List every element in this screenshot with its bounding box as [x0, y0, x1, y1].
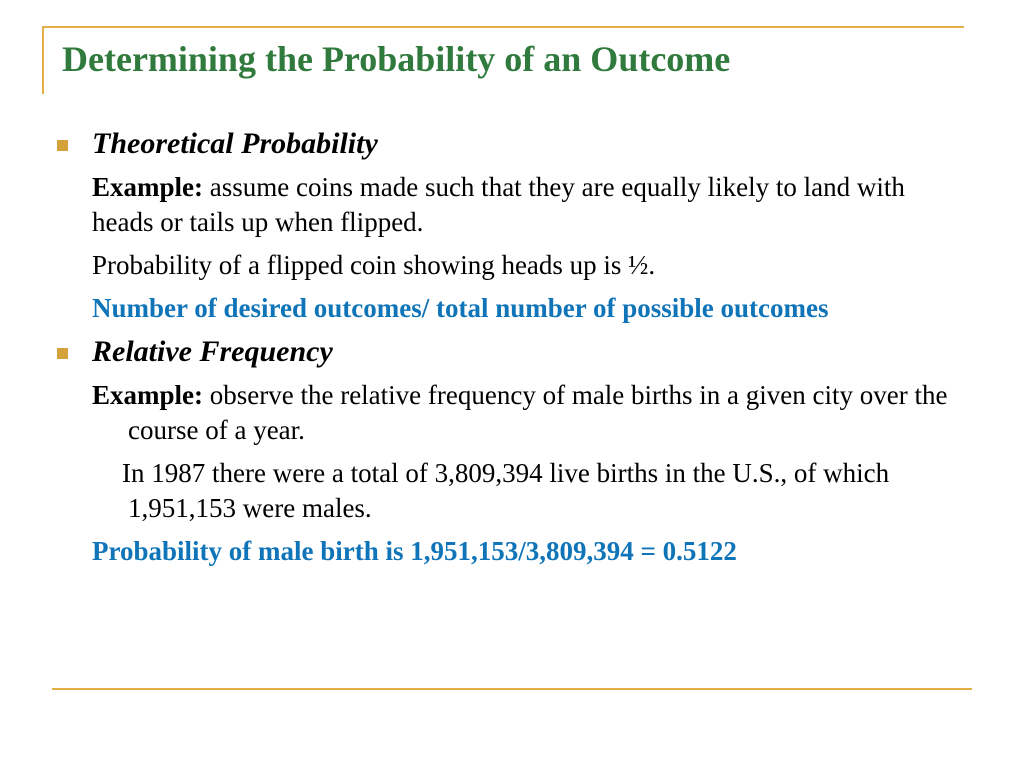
bottom-rule: [52, 688, 972, 690]
example-text: assume coins made such that they are equally likely to land with heads or tails up when flipped.: [92, 172, 905, 237]
example-label: Example:: [92, 380, 203, 410]
square-bullet-icon: [57, 348, 68, 359]
bullet-relative-frequency: [52, 334, 952, 370]
statement-paragraph: In 1987 there were a total of 3,809,394 live births in the U.S., of which 1,951,153 were males.: [122, 458, 890, 523]
example-text: observe the relative frequency of male births in a given city over the course of a year.: [128, 380, 948, 445]
example-label: Example:: [92, 172, 203, 202]
bullet-theoretical-probability: [52, 126, 952, 162]
slide-title: Determining the Probability of an Outcome: [62, 39, 731, 79]
slide-content: [52, 126, 952, 577]
highlight-paragraph: Probability of male birth is 1,951,153/3,809,394 = 0.5122: [92, 536, 737, 566]
example-paragraph: [52, 170, 952, 240]
top-rule: [42, 26, 964, 28]
example-paragraph: [52, 378, 952, 448]
section-heading: Relative Frequency: [92, 335, 333, 368]
highlight-paragraph: Number of desired outcomes/ total number of possible outcomes: [92, 293, 829, 323]
left-rule: [42, 26, 44, 94]
square-bullet-icon: [57, 140, 68, 151]
statement-paragraph: Probability of a flipped coin showing heads up is ½.: [92, 250, 656, 280]
section-heading: Theoretical Probability: [92, 127, 378, 160]
